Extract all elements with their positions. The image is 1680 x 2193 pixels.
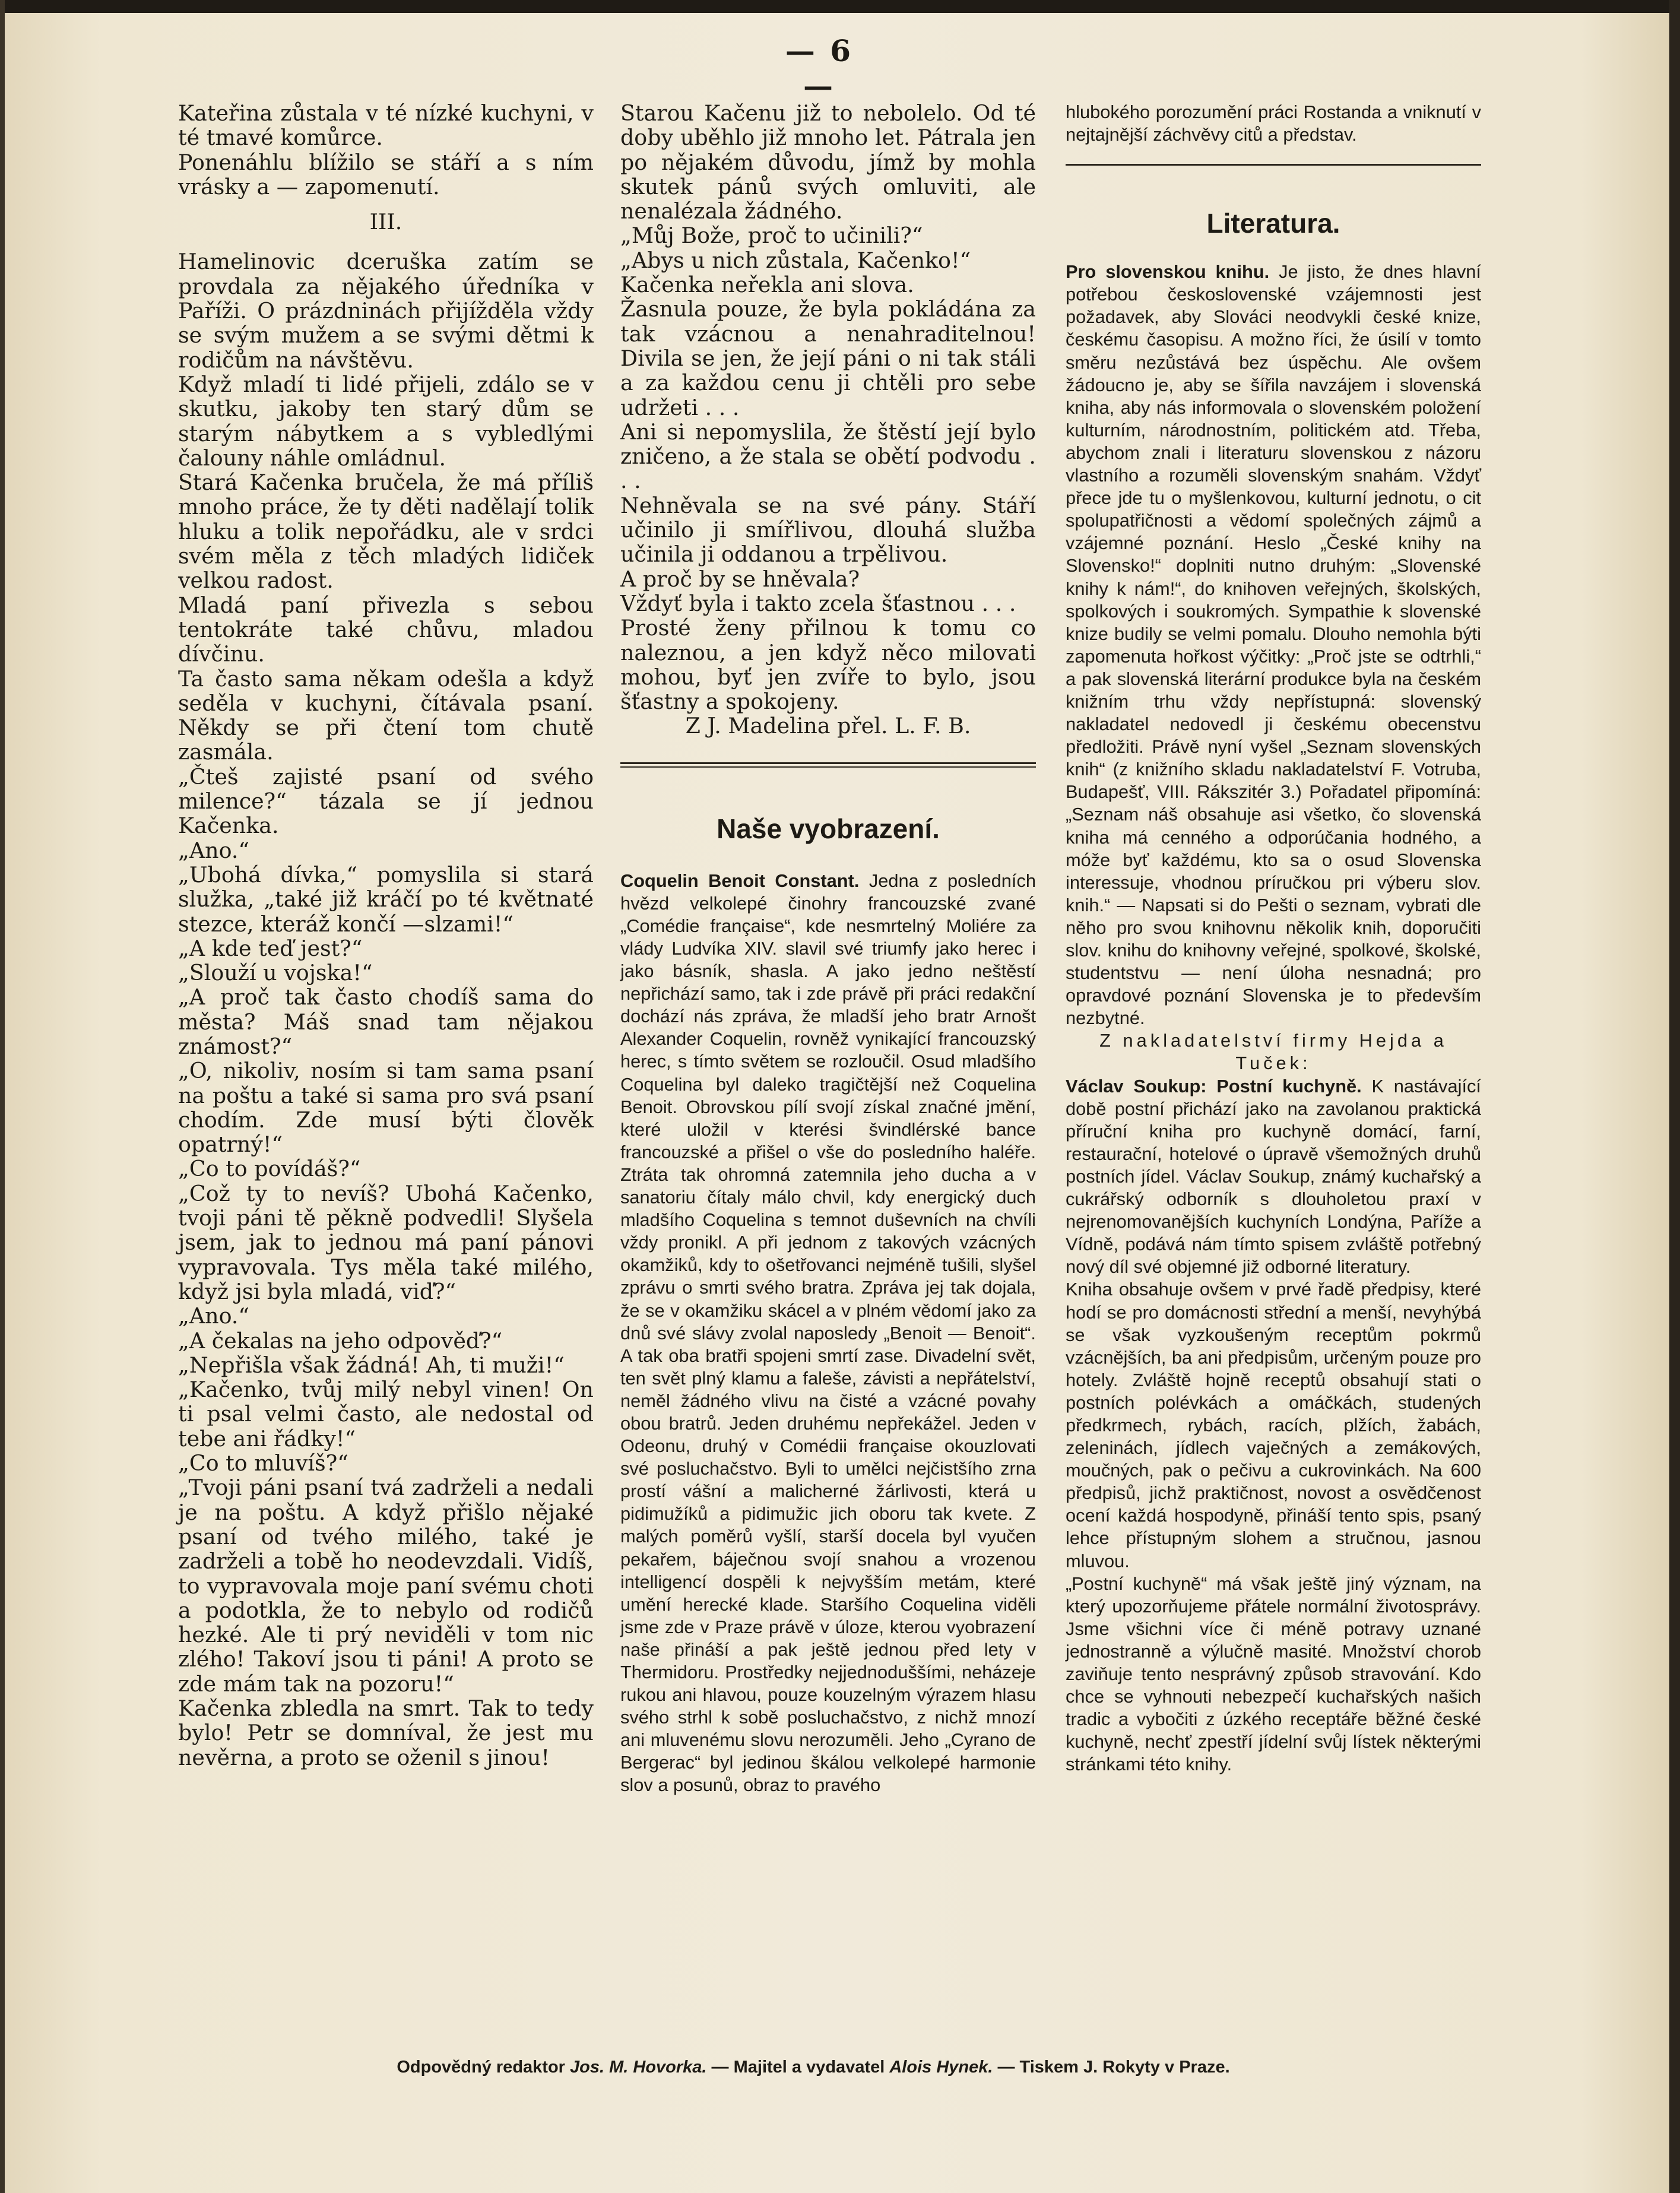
column-story-part2 (620, 101, 1036, 1797)
story-paragraph: „Slouží u vojska!“ (178, 960, 373, 986)
story-paragraph: „Co to povídáš?“ (178, 1156, 361, 1182)
scan-edge-top (0, 0, 1680, 13)
story-paragraph: „Nepřišla však žádná! Ah, ti muži!“ (178, 1352, 565, 1378)
article-title: Pro slovenskou knihu. (1066, 261, 1270, 283)
story-paragraph: Hamelinovic dceruška zatím se provdala za nějakého úředníka v Paříži. O prázdninách přijížděla vždy se svým mužem a se svými dětmi k rodičům na návštěvu. (178, 249, 594, 373)
story-paragraph: „Což ty to nevíš? Ubohá Kačenko, tvoji páni tě pěkně podvedli! Slyšela jsem, jak to jednou má paní pánovi vypravovala. Tys měla také milého, když jsi byla mladá, viď?“ (178, 1180, 594, 1304)
story-paragraph: Žasnula pouze, že byla pokládána za tak vzácnou a nenahraditelnou! Divila se jen, že její páni o ni tak stáli a za každou cenu ji chtěli pro sebe udržeti . . . (620, 296, 1036, 420)
book-title: Václav Soukup: Postní kuchyně. (1066, 1075, 1362, 1096)
story-paragraph: „A kde teď jest?“ (178, 935, 363, 961)
story-paragraph: Nehněvala se na své pány. Stáří učinilo ji smířlivou, dlouhá služba učinila ji oddanou a trpělivou. (620, 492, 1036, 568)
story-paragraph: Vždyť byla i takto zcela šťastnou . . . (620, 590, 1016, 616)
story-paragraph: „A čekalas na jeho odpověď?“ (178, 1327, 503, 1354)
story-paragraph: „Ano.“ (178, 1303, 250, 1329)
story-signature: Z J. Madelina přel. L. F. B. (685, 713, 971, 739)
story-paragraph: „Kačenko, tvůj milý nebyl vinen! On ti psal velmi často, ale nedostal od tebe ani řádky!“ (178, 1377, 594, 1452)
story-paragraph: Kačenka zbledla na smrt. Tak to tedy bylo! Petr se domníval, že jest mu nevěrna, a proto se oženil s jinou! (178, 1696, 594, 1770)
story-paragraph: „Čteš zajisté psaní od svého milence?“ tázala se jí jednou Kačenka. (178, 763, 594, 839)
column-literatura (1066, 101, 1481, 1776)
story-paragraph: Když mladí ti lidé přijeli, zdálo se v skutku, jakoby ten starý dům se starým nábytkem a s vybledlými čalouny náhle omládnul. (178, 371, 594, 471)
story-paragraph: „Ubohá dívka,“ pomyslila si stará služka, „také již kráčí po té květnaté stezce, kteráž končí —slzami!“ (178, 861, 594, 937)
scan-edge-left (0, 0, 5, 2193)
article-slovenska-kniha (1066, 261, 1481, 1029)
article-title: Coquelin Benoit Constant. (620, 870, 860, 891)
story-paragraph: Starou Kačenu již to nebolelo. Od té doby uběhlo již mnoho let. Pátrala jen po nějakém důvodu, jímž by mohla skutek pánů svých omluviti, ale nenalézala žádného. (620, 100, 1036, 224)
article-body: Je jisto, že dnes hlavní potřebou československé vzájemnosti jest požadavek, aby Slováci neodvykli české knize, českému časopisu. A možno říci, že úsilí v tomto směru nezůstává bez úspěchu. Ale ovšem žádoucno je, aby se šířila navzájem i slovenská kniha, aby nás informovala o slovenském položení kulturním, národnostním, politickém atd. Třeba, abychom znali i literaturu slovenskou z názoru vlastního a rozuměli slovenským snahám. Vždyť přece jde tu o myšlenkovou, kulturní jednotu, o cit spolupatřičnosti a vědomí společných zájmů a vzájemné poznání. Heslo „České knihy na Slovensko!“ doplniti nutno druhým: „Slovenské knihy k nám!“, do knihoven veřejných, školských, spolkových i soukromých. Sympathie k slovenské knize budily se velmi pomalu. Dlouho nemohla býti zapomenuta hořkost výčitky: „Proč jste se odtrhli,“ a pak slovenská literární produkce byla na českém knižním trhu vždy nepřístupná: slovenský nakladatel nedovedl ji českému obecenstvu předložiti. Právě nyní vyšel „Seznam slovenských knih“ (z knižního skladu nakladatelství F. Votruba, Budapešť, VIII. Rákszitér 3.) Pořadatel připomíná: „Seznam náš obsahuje asi všetko, čo slovenská kniha má cenného a odporúčania hodného, a móže byť každému, kto sa o osud Slovenska interessuje, vhodnou príručkou pri výberu slov. knih.“ — Napsati si do Pešti o seznam, vybrati dle něho pro svou knihovnu několik knih, doporučiti slov. knihu do knihovny veřejné, spolkové, školské, studentstvu — není úloha nesnadná; pro opravdové poznání Slovenska je to především nezbytné. (1066, 261, 1481, 1029)
footer-vydavatel-name: Alois Hynek. (889, 2058, 993, 2077)
article-postni-kuchyne (1066, 1075, 1481, 1279)
imprint-footer (249, 2058, 1377, 2077)
article-body: Jedna z posledních hvězd velkolepé činohry francouzské zvané „Comédie française“, kde nesmrtelný Moliére za vlády Ludvíka XIV. slavil své triumfy jako herec i jako básník, shasla. A jako jedno neštěstí nepřichází samo, tak i zde právě při práci redakční dochází nás zpráva, že mladší jeho bratr Arnošt Alexander Coquelin, rovněž vynikající francouzský herec, s tímto světem se rozloučil. Osud mladšího Coquelina byl daleko tragičtější než Coquelina Benoit. Obrovskou pílí svojí získal značné jmění, které uložil v kterési švindlérské bance francouzské a přišel o vše do posledního haléře. Ztráta tak ohromná zatemnila jeho ducha a v sanatoriu čítaly málo chvil, kdy energický duch mladšího Coquelina s temnot duševních na chvíli vždy pronikl. A při jednom z takových vzácných okamžiků, kdy to ošetřovanci nejméně tušili, slyšel zprávu o smrti svého bratra. Zpráva jej tak dojala, že se v okamžiku skácel a v plném vědomí jako za dnů své slávy zvolal naposledy „Benoit — Benoit“. A tak oba bratři spojeni smrtí zase. Divadelní svět, ten svět plný klamu a faleše, závisti a nepřátelství, neměl žádného vlivu na čisté a vzácné povahy obou bratrů. Jeden druhému nepřekážel. Jeden v Odeonu, druhý v Comédii française okouzlovati své posluchačstvo. Byli to umělci nejčistšího zrna prostí vášní a malicherné žárlivosti, která u pidimužíků a pidimužic jich oboru tak kvete. Z malých poměrů vyšlí, starší docela byl vyučen pekařem, báječnou svojí snahou a vrozenou intelligencí dospěli k nejvyšším metám, které umění herecké klade. Staršího Coquelina viděli jsme zde v Praze právě v úloze, kterou vyobrazení naše přináší a pak ještě jednou před lety v Thermidoru. Prostředky nejjednoduššími, neházeje rukou ani hlavou, pouze kouzelným výrazem hlasu svého strhl k sobě posluchačstvo, z nichž mnozí ani mluvenému slovu nerozuměli. Jeho „Cyrano de Bergerac“ byl jedinou škálou velkolepé harmonie slov a posunů, obraz to pravého (620, 870, 1036, 1796)
section-divider (1066, 164, 1481, 166)
story-paragraph: Mladá paní přivezla s sebou tentokráte také chůvu, mladou dívčinu. (178, 592, 594, 667)
article-coquelin (620, 870, 1036, 1797)
article-paragraph: Kniha obsahuje ovšem v prvé řadě předpisy, které hodí se pro domácnosti střední a menší, nevyhýbá se však vyzkoušeným receptům pokrmů vzácnějších, ba ani předpisům, určeným pouze pro hotely. Zvláště hojně receptů obsahují stati o postních polévkách a omáčkách, studených předkrmech, rybách, racích, plžích, žabách, zeleninách, jídlech vaječných a zemákových, moučných, pak o pečivu a cukrovinkách. Na 600 předpisů, jichž praktičnost, novost a osvědčenost ocení každá hospodyně, přináší tento spis, psaný lehce přístupným slohem a stručnou, jasnou mluvou. (1066, 1279, 1481, 1571)
scan-edge-right (1669, 0, 1680, 2193)
footer-redaktor-label: Odpovědný redaktor (397, 2058, 565, 2077)
section-divider-thin (620, 766, 1036, 768)
story-paragraph: A proč by se hněvala? (620, 566, 860, 592)
publisher-line: Z nakladatelství firmy Hejda a Tuček: (1099, 1030, 1447, 1074)
story-paragraph: Ponenáhlu blížilo se stáří a s ním vrásky a — zapomenutí. (178, 149, 594, 199)
story-paragraph: „Ano.“ (178, 837, 250, 863)
story-paragraph: „O, nikoliv, nosím si tam sama psaní na poštu a také si sama pro svá psaní chodím. Zde musí býti člověk opatrný!“ (178, 1058, 594, 1158)
section-heading-literatura: Literatura. (1206, 208, 1340, 239)
footer-vydavatel-label: — Majitel a vydavatel (711, 2058, 885, 2077)
story-paragraph: „Co to mluvíš?“ (178, 1450, 348, 1476)
story-paragraph: Kačenka neřekla ani slova. (620, 272, 914, 298)
story-paragraph: Kateřina zůstala v té nízké kuchyni, v té tmavé komůrce. (178, 100, 594, 151)
story-paragraph: „Můj Bože, proč to učinili?“ (620, 223, 923, 249)
column-story-part1 (178, 101, 594, 1770)
section-divider (620, 762, 1036, 764)
footer-tisk: — Tiskem J. Rokyty v Praze. (997, 2058, 1230, 2077)
article-paragraph: „Postní kuchyně“ má však ještě jiný význam, na který upozorňujeme přátele normální životosprávy. Jsme všichni více či méně potravy uznané jednostranně a výlučně masité. Množství chorob zaviňuje tento nesprávný způsob stravování. Kdo chce se vyhnouti nebezpečí kuchařských našich tradic a vybočiti z úzkého receptáře běžné české kuchyně, nechť zpestří jídelní svůj lístek některými stránkami této knihy. (1066, 1573, 1481, 1775)
footer-redaktor-name: Jos. M. Hovorka. (570, 2058, 707, 2077)
story-paragraph: Stará Kačenka bručela, že má příliš mnoho práce, že ty děti nadělají tolik hluku a tolik nepořádku, ale v srdci svém měla z těch mladých lidiček velkou radost. (178, 470, 594, 594)
article-body: K nastávající době postní přichází jako na zavolanou praktická příruční kniha pro kuchyně domácí, farní, restaurační, hotelové o úpravě všemožných druhů postních jídel. Václav Soukup, známý kuchařský a cukrářský odborník s dlouholetou praxí v nejrenomovanějších kuchyních Londýna, Paříže a Vídně, podává nám tímto spisem zvláště potřebný nový díl své objemné již odborné literatury. (1066, 1075, 1481, 1278)
article-continuation: hlubokého porozumění práci Rostanda a vniknutí v nejtajnější záchvěvy citů a představ. (1066, 102, 1481, 145)
story-paragraph: Prosté ženy přilnou k tomu co naleznou, a jen když něco milovati mohou, byť jen zvíře to bylo, jsou šťastny a spokojeny. (620, 615, 1036, 715)
story-paragraph: Ta často sama někam odešla a když seděla v kuchyni, čítávala psaní. Někdy se při čtení tom chutě zasmála. (178, 665, 594, 765)
section-heading-nase-vyobrazeni: Naše vyobrazení. (717, 813, 940, 844)
story-paragraph: „Tvoji páni psaní tvá zadrželi a nedali je na poštu. A když přišlo nějaké psaní od tvého milého, také je zadrželi a tobě ho neodevzdali. Vidíš, to vypravovala moje paní svému choti a podotkla, že to nebylo od rodičů hezké. Ale ti prý neviděli v tom nic zlého! Takoví jsou ti páni! A proto se zde mám tak na pozoru!“ (178, 1475, 594, 1697)
section-number: III. (369, 209, 402, 235)
story-paragraph: „Abys u nich zůstala, Kačenko!“ (620, 247, 971, 273)
page-number: — 6 — (785, 33, 854, 103)
story-paragraph: „A proč tak často chodíš sama do města? Máš snad tam nějakou známost?“ (178, 984, 594, 1059)
story-paragraph: Ani si nepomyslila, že štěstí její bylo zničeno, a že stala se obětí podvodu . . . (620, 419, 1036, 494)
